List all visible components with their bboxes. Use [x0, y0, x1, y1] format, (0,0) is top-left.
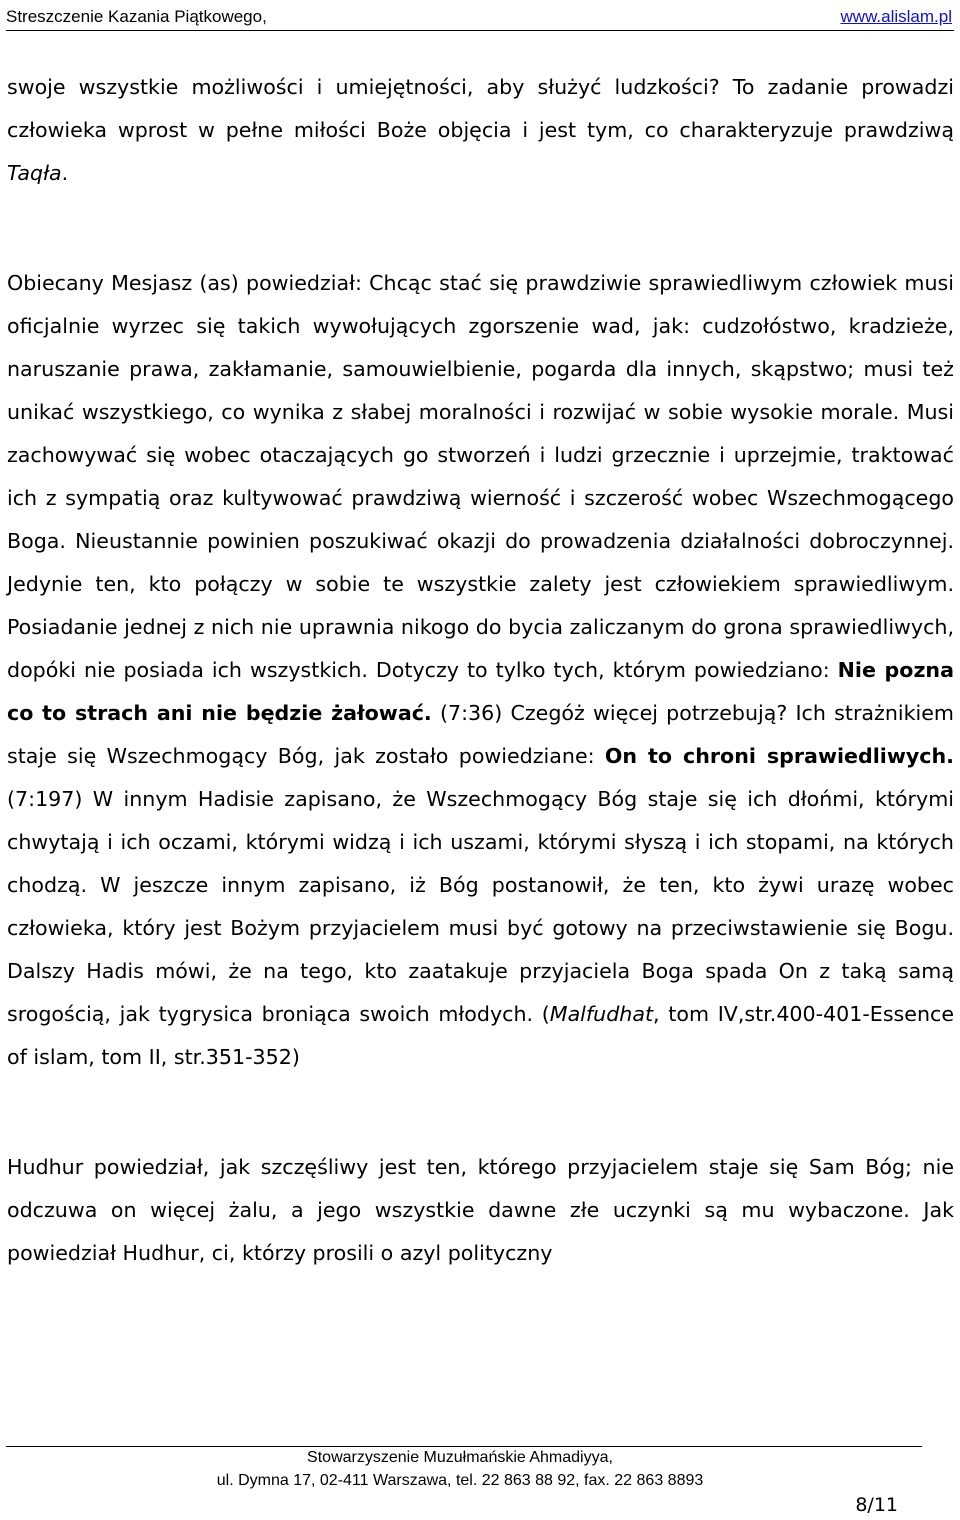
- paragraph-3: [7, 1146, 954, 1275]
- paragraph-3-text: Hudhur powiedział, jak szczęśliwy jest ten, którego przyjacielem staje się Sam Bóg; nie odczuwa on więcej żalu, a jego wszystkie dawne złe uczynki są mu wybaczone. Jak powiedział Hudhur, ci, którzy prosili o azyl polityczny: [7, 1155, 954, 1265]
- paragraph-2-part-4: , tom IV,str.400-401-Essence of islam, tom II, str.351-352): [7, 1002, 954, 1069]
- paragraph-2-part-1: Obiecany Mesjasz (as) powiedział: Chcąc stać się prawdziwie sprawiedliwym człowiek musi oficjalnie wyrzec się takich wywołujących zgorszenie wad, jak: cudzołóstwo, kradzieże, naruszanie prawa, zakłamanie, samouwielbienie, pogarda dla innych, skąpstwo; musi też unikać wszystkiego, co wynika z słabej moralności i rozwijać w sobie wysokie morale. Musi zachowywać się wobec otaczających go stworzeń i ludzi grzecznie i uprzejmie, traktować ich z sympatią oraz kultywować prawdziwą wierność i szczerość wobec Wszechmogącego Boga. Nieustannie powinien poszukiwać okazji do prowadzenia działalności dobroczynnej. Jedynie ten, kto połączy w sobie te wszystkie zalety jest człowiekiem sprawiedliwym. Posiadanie jednej z nich nie uprawnia nikogo do bycia zaliczanym do grona sprawiedliwych, dopóki nie posiada ich wszystkich. Dotyczy to tylko tych, którym powiedziano:: [7, 271, 954, 682]
- paragraph-1: [7, 66, 954, 195]
- page-header: [6, 4, 954, 31]
- paragraph-1-italic-term: Taqła: [7, 161, 62, 185]
- paragraph-2-bold-quote-1: Nie pozna co to strach ani nie będzie żałować.: [7, 658, 954, 725]
- paragraph-2-italic-source: Malfudhat: [549, 1002, 654, 1026]
- paragraph-2-bold-quote-2: On to chroni sprawiedliwych.: [604, 744, 954, 768]
- header-title: Streszczenie Kazania Piątkowego,: [6, 7, 267, 26]
- paragraph-1-end: .: [61, 161, 69, 185]
- paragraph-2-part-2: (7:36) Czegóż więcej potrzebują? Ich strażnikiem staje się Wszechmogący Bóg, jak zostało powiedziane:: [7, 701, 954, 768]
- paragraph-2-part-3: (7:197) W innym Hadisie zapisano, że Wszechmogący Bóg staje się ich dłońmi, którymi chwytają i ich oczami, którymi widzą i ich uszami, którymi słyszą i ich stopami, na których chodzą. W jeszcze innym zapisano, iż Bóg postanowił, że ten, kto żywi urazę wobec człowieka, który jest Bożym przyjacielem musi być gotowy na przeciwstawienie się Bogu. Dalszy Hadis mówi, że na tego, kto zaatakuje przyjaciela Boga spada On z taką samą srogością, jak tygrysica broniąca swoich młodych. (: [7, 787, 954, 1026]
- paragraph-1-text: swoje wszystkie możliwości i umiejętności, aby służyć ludzkości? To zadanie prowadzi człowieka wprost w pełne miłości Boże objęcia i jest tym, co charakteryzuje prawdziwą: [7, 75, 954, 142]
- page-number: 8/11: [855, 1494, 898, 1516]
- footer-line-2: ul. Dymna 17, 02-411 Warszawa, tel. 22 863 88 92, fax. 22 863 8893: [216, 1472, 704, 1489]
- paragraph-2: [7, 262, 954, 1079]
- header-website-link[interactable]: www.alislam.pl: [840, 7, 952, 26]
- page-footer: [0, 1446, 920, 1492]
- document-body: [7, 66, 954, 1275]
- footer-line-1: Stowarzyszenie Muzułmańskie Ahmadiyya,: [307, 1449, 613, 1466]
